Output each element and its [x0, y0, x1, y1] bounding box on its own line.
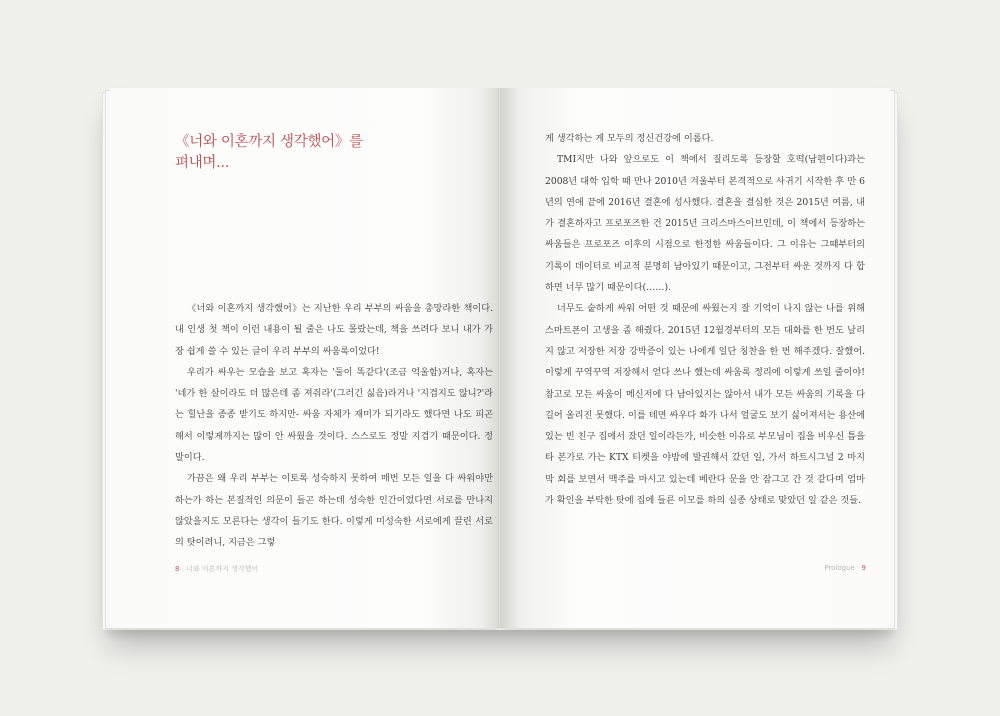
continued-paragraph: 게 생각하는 게 모두의 정신건강에 이롭다. [545, 133, 714, 144]
page-number: 8 [175, 565, 180, 573]
chapter-title-line-1: 《너와 이혼까지 생각했어》를 [175, 134, 363, 150]
left-page-footer [175, 564, 258, 574]
chapter-title [175, 132, 363, 174]
page-number: 9 [861, 564, 866, 572]
body-paragraph: 가끔은 왜 우리 부부는 이토록 성숙하지 못하여 매번 모든 일을 다 싸워야만 하는가 하는 본질적인 의문이 들곤 하는데 성숙한 인간이었다면 서로를 만나지 않았을지도 모른다는 생각이 들기도 한다. 이렇게 미성숙한 서로에게 끌린 서로의 탓이려니, 지금은 그렇 [175, 473, 493, 549]
right-page-body [545, 128, 865, 511]
chapter-title-line-2: 펴내며... [175, 155, 230, 171]
body-paragraph: 너무도 숱하게 싸워 어떤 것 때문에 싸웠는지 잘 기억이 나지 않는 나를 위해 스마트폰이 고생을 좀 해줬다. 2015년 12월경부터의 모든 대화를 한 번도 날리지 않고 저장한 저장 강박증이 있는 나에게 일단 칭찬을 한 번 해주겠다. 잘했어. 이렇게 꾸역꾸역 저장해서 얻다 쓰나 했는데 싸움록 정리에 이렇게 쓰일 줄이야! 참고로 모든 싸움이 메신저에 다 남아있지는 않아서 내가 모든 싸움의 기록을 다 길어 올리진 못했다. 이를 테면 싸우다 화가 나서 얼굴도 보기 싫어져서는 용산에 있는 빈 친구 집에서 잤던 일이라든가, 비슷한 이유로 부모님이 집을 비우신 틈을 타 본가로 가는 KTX 티켓을 야밤에 발권해서 갔던 일, 가서 하트시그널 2 마지막 회를 보면서 맥주를 마시고 있는데 베란다 문을 안 잠그고 간 것 같다며 엄마가 확인을 부탁한 탓에 집에 들른 이모를 하의 실종 상태로 맞았던 일 같은 것들. [545, 303, 865, 507]
running-section: Prologue [824, 564, 855, 572]
body-paragraph: TMI지만 나와 앞으로도 이 책에서 질리도록 등장할 호떡(남편이다)과는 2008년 대학 입학 때 만나 2010년 겨울부터 본격적으로 사귀기 시작한 후 만 6년의 연애 끝에 2016년 결혼에 성사했다. 결혼을 결심한 것은 2015년 여름, 내가 결혼하자고 프로포즈한 건 2015년 크리스마스이브인데, 이 책에서 등장하는 싸움들은 프로포즈 이후의 시점으로 한정한 싸움들이다. 그 이유는 그때부터의 기록이 데이터로 비교적 분명히 남아있기 때문이고, 그전부터 싸운 것까지 다 합하면 너무 많기 때문이다(……). [545, 154, 865, 294]
body-paragraph: 우리가 싸우는 모습을 보고 혹자는 '둘이 똑같다'(조금 억울함)거나, 혹자는 '네가 한 살이라도 더 많은데 좀 져줘라'(그러긴 싫음)라거나 '지겹지도 않니?'라는 힐난을 종종 받기도 하지만- 싸움 자체가 재미가 되기라도 했다면 나도 피곤해서 이렇게까지는 많이 안 싸웠을 것이다. 스스로도 정말 지겹기 때문이다. 정말이다. [175, 366, 493, 464]
right-page [500, 88, 890, 628]
right-page-footer [824, 564, 866, 572]
left-page-body [175, 298, 493, 554]
open-book [100, 88, 900, 628]
left-page [110, 88, 500, 628]
body-paragraph: 《너와 이혼까지 생각했어》는 지난한 우리 부부의 싸움을 총망라한 책이다. 내 인생 첫 책이 이런 내용이 될 줄은 나도 몰랐는데, 책을 쓰려다 보니 내가 가장 쉽게 쓸 수 있는 글이 우리 부부의 싸움록이었다! [175, 303, 493, 357]
running-title: 너와 이혼까지 생각했어 [186, 565, 259, 573]
